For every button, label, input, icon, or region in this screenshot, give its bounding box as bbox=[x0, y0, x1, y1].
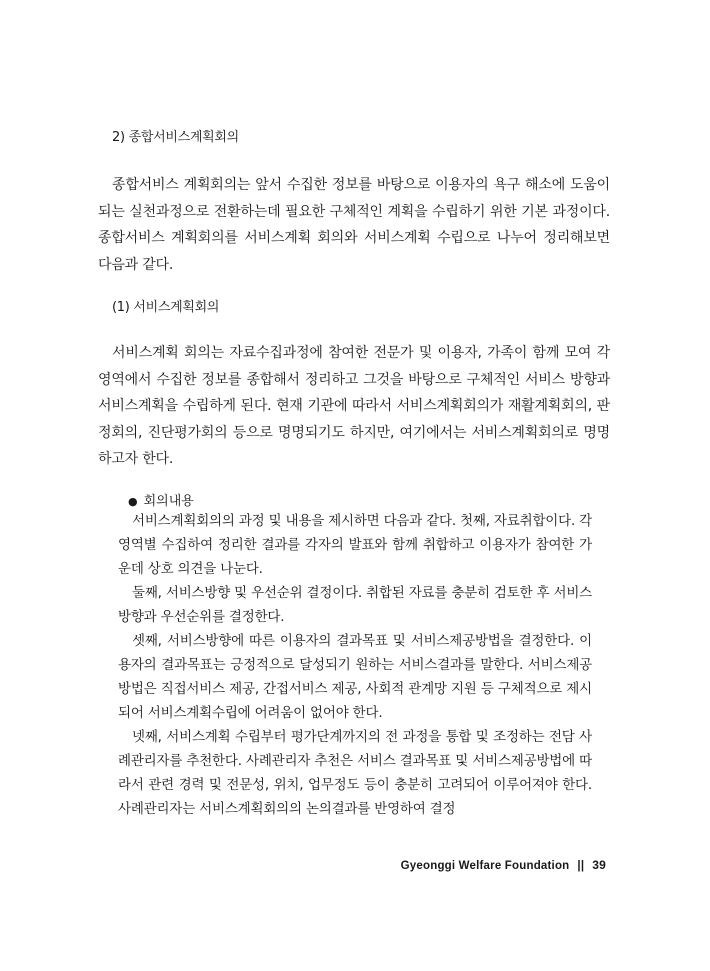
page-number: 39 bbox=[592, 858, 606, 872]
bullet-paragraph-1: 서비스계획회의의 과정 및 내용을 제시하면 다음과 같다. 첫째, 자료취합이다. 각 영역별 수집하여 정리한 결과를 각자의 발표와 함께 취합하고 이용자가 참여한 가운데 상호 의견을 나눈다. bbox=[118, 513, 593, 577]
section-paragraph: 종합서비스 계획회의는 앞서 수집한 정보를 바탕으로 이용자의 욕구 해소에 도움이 되는 실천과정으로 전환하는데 필요한 구체적인 계획을 수립하기 위한 기본 과정이다. 종합서비스 계획회의를 서비스계획 회의와 서비스계획 수립으로 나누어 정리해보면 다음과 같다. bbox=[98, 177, 610, 273]
page-footer bbox=[401, 858, 606, 872]
footer-publisher: Gyeonggi Welfare Foundation bbox=[400, 860, 570, 872]
section-heading: 2) 종합서비스계획회의 bbox=[112, 130, 239, 145]
bullet-paragraph-4: 넷째, 서비스계획 수립부터 평가단계까지의 전 과정을 통합 및 조정하는 전담 사례관리자를 추천한다. 사례관리자 추천은 서비스 결과목표 및 서비스제공방법에 따라서 관련 경력 및 전문성, 위치, 업무정도 등이 충분히 고려되어 이루어져야 한다. 사례관리자는 서비스계획회의의 논의결과를 반영하여 결정 bbox=[118, 729, 592, 817]
bullet-paragraph-3: 셋째, 서비스방향에 따른 이용자의 결과목표 및 서비스제공방법을 결정한다. 이용자의 결과목표는 긍정적으로 달성되기 원하는 서비스결과를 말한다. 서비스제공방법은 직접서비스 제공, 간접서비스 제공, 사회적 관계망 지원 등 구체적으로 제시되어 서비스계획수립에 어려움이 없어야 한다. bbox=[118, 633, 592, 721]
footer-separator: || bbox=[577, 860, 585, 872]
subsection-heading: (1) 서비스계획회의 bbox=[112, 300, 220, 315]
subsection-paragraph: 서비스계획 회의는 자료수집과정에 참여한 전문가 및 이용자, 가족이 함께 모여 각 영역에서 수집한 정보를 종합해서 정리하고 그것을 바탕으로 구체적인 서비스 방향과 서비스계획을 수립하게 된다. 현재 기관에 따라서 서비스계획회의가 재활계획회의, 판정회의, 진단평가회의 등으로 명명되기도 하지만, 여기에서는 서비스계획회의로 명명하고자 한다. bbox=[98, 345, 610, 467]
bullet-label: 회의내용 bbox=[143, 494, 194, 509]
bullet-paragraph-2: 둘째, 서비스방향 및 우선순위 결정이다. 취합된 자료를 충분히 검토한 후 서비스방향과 우선순위를 결정한다. bbox=[118, 585, 593, 625]
bullet-heading bbox=[128, 490, 194, 509]
bullet-dot-icon: ● bbox=[128, 495, 138, 508]
